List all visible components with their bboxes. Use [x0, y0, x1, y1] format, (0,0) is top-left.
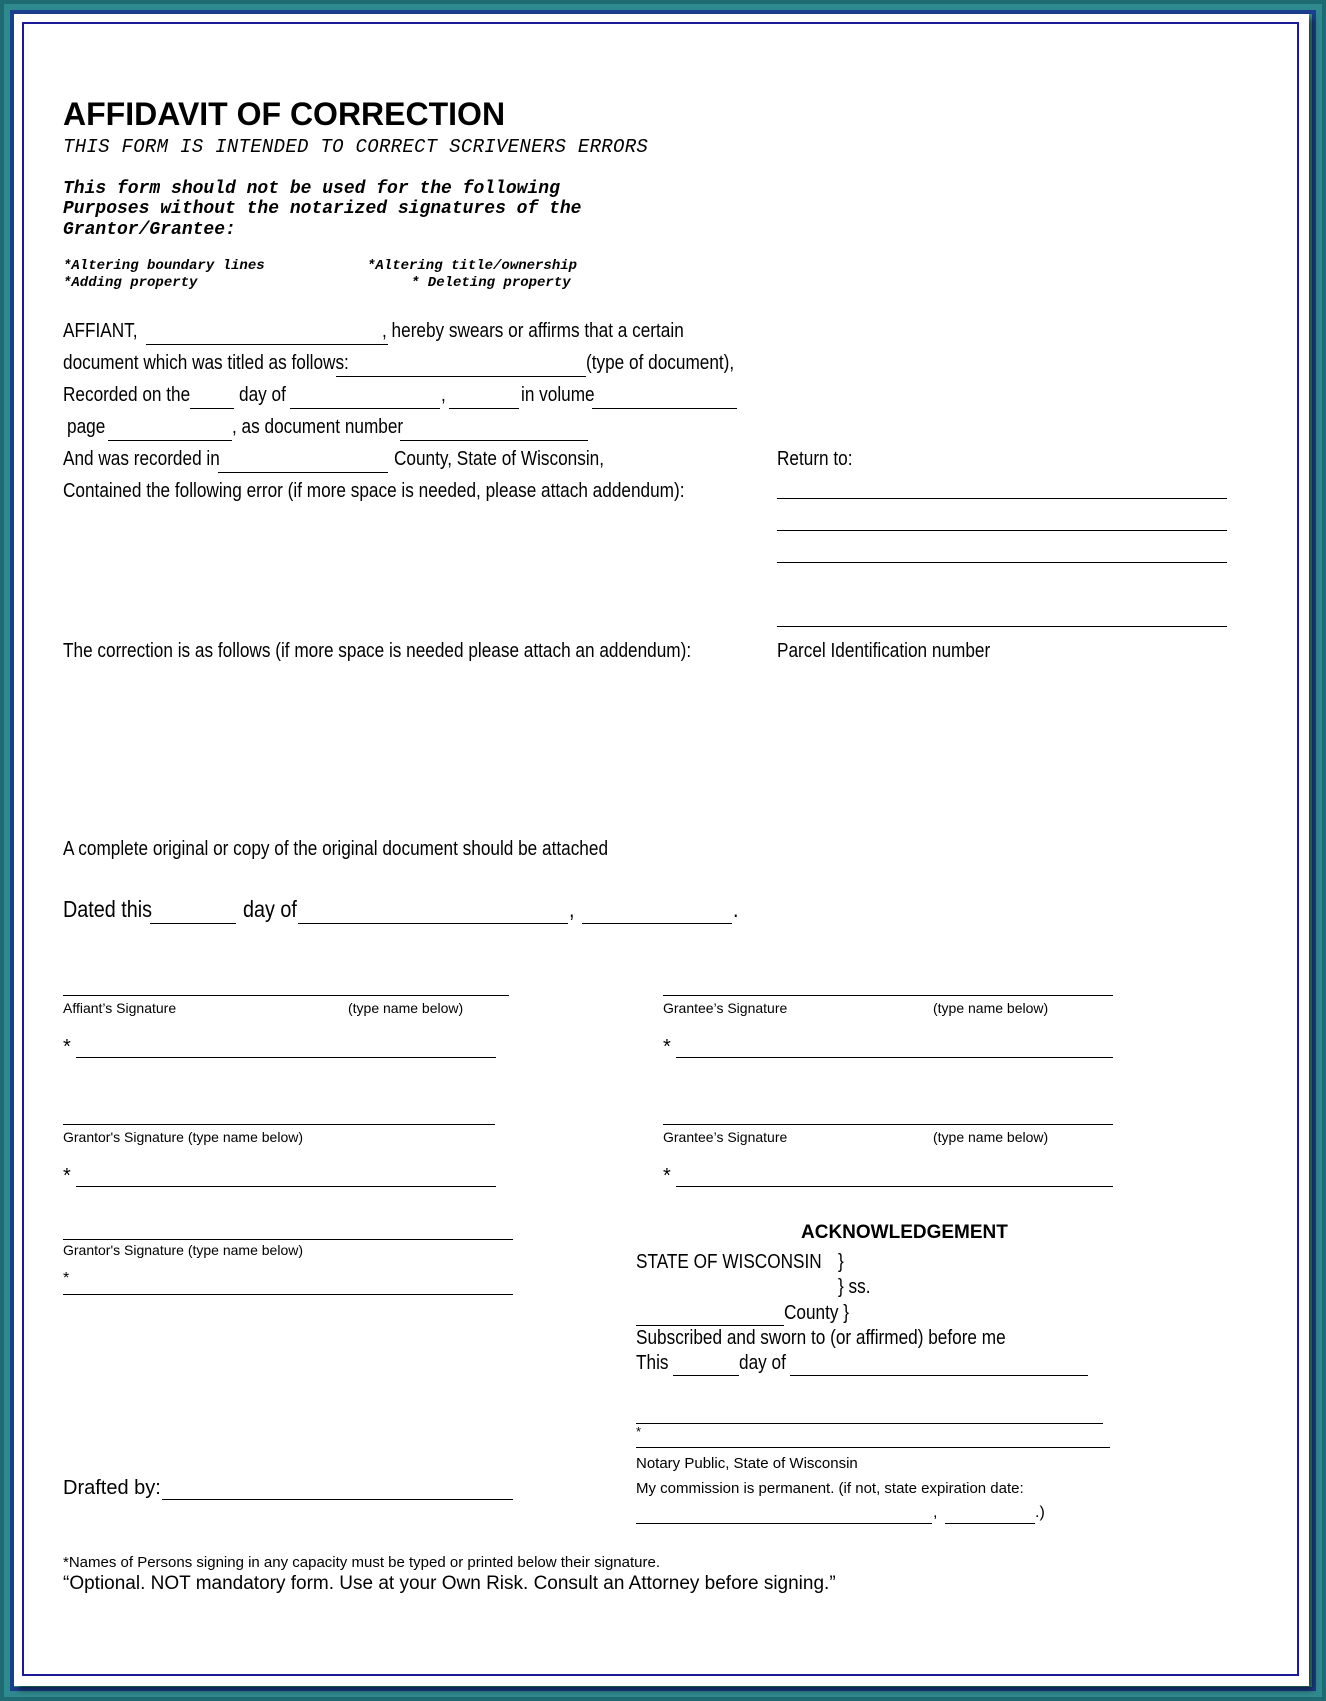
grantor-typed-name-line-1[interactable] [76, 1186, 496, 1187]
dated-month-field[interactable] [298, 923, 568, 924]
ack-subscribed-text: Subscribed and sworn to (or affirmed) before me [636, 1327, 1006, 1349]
names-note: *Names of Persons signing in any capacity must be typed or printed below their signature. [63, 1554, 660, 1571]
grantor-name-star-2: * [63, 1270, 70, 1287]
volume-field[interactable] [592, 408, 737, 409]
form-subtitle: THIS FORM IS INTENDED TO CORRECT SCRIVENERS ERRORS [63, 136, 649, 158]
notary-signature-line[interactable] [636, 1423, 1103, 1424]
county-state-label: County, State of Wisconsin, [394, 448, 605, 470]
grantee-name-star-2: * [663, 1165, 671, 1187]
purpose-altering-title: *Altering title/ownership [367, 258, 578, 274]
disclaimer: “Optional. NOT mandatory form. Use at your Own Risk. Consult an Attorney before signing.” [63, 1573, 836, 1594]
ack-ss-label: } ss. [838, 1276, 871, 1298]
page-label: page [67, 416, 106, 438]
doc-titled-label: document which was titled as follows: [63, 352, 349, 374]
affiant-typed-name-line[interactable] [76, 1057, 496, 1058]
form-title: AFFIDAVIT OF CORRECTION [63, 96, 506, 132]
page-field[interactable] [108, 440, 232, 441]
purpose-adding-property: *Adding property [63, 275, 198, 291]
return-to-label: Return to: [777, 448, 853, 470]
ack-day-field[interactable] [673, 1375, 739, 1376]
grantor-signature-line-1[interactable] [63, 1124, 495, 1125]
dated-period: . [733, 896, 739, 922]
grantor-signature-label-1: Grantor's Signature (type name below) [63, 1129, 304, 1145]
county-field[interactable] [218, 472, 388, 473]
affiant-name-star: * [63, 1036, 71, 1058]
purpose-deleting-property: * Deleting property [411, 275, 571, 291]
grantee-name-star-1: * [663, 1036, 671, 1058]
in-volume-label: in volume [521, 384, 595, 406]
grantor-signature-line-2[interactable] [63, 1239, 513, 1240]
notary-typed-name-line[interactable] [636, 1447, 1110, 1448]
affiant-signature-label: Affiant’s Signature [63, 1000, 177, 1016]
form-page [14, 14, 1309, 1686]
warning-line-1: This form should not be used for the following [63, 179, 560, 199]
parcel-id-field[interactable] [777, 626, 1227, 627]
dated-day-of: day of [243, 896, 297, 922]
dated-day-field[interactable] [150, 923, 236, 924]
doc-title-field[interactable] [336, 376, 586, 377]
affiant-suffix: , hereby swears or affirms that a certain [382, 320, 684, 342]
notary-title: Notary Public, State of Wisconsin [636, 1455, 858, 1472]
grantee-typed-name-line-1[interactable] [676, 1057, 1113, 1058]
grantee-signature-line-2[interactable] [663, 1124, 1113, 1125]
purpose-altering-boundary: *Altering boundary lines [63, 258, 265, 274]
grantee-signature-label-2: Grantee’s Signature [663, 1129, 788, 1145]
grantor-signature-label-2: Grantor's Signature (type name below) [63, 1242, 304, 1258]
recorded-day-of-label: day of [239, 384, 286, 406]
warning-line-3: Grantor/Grantee: [63, 220, 236, 240]
affiant-name-field[interactable] [146, 344, 388, 345]
commission-year-field[interactable] [945, 1523, 1035, 1524]
dated-comma: , [569, 896, 575, 922]
attach-note: A complete original or copy of the original document should be attached [63, 838, 609, 860]
dated-year-field[interactable] [582, 923, 732, 924]
grantee-type-name-label-2: (type name below) [933, 1129, 1049, 1145]
acknowledgement-heading: ACKNOWLEDGEMENT [801, 1222, 1008, 1243]
ack-this-label: This [636, 1352, 669, 1374]
recorded-year-field[interactable] [449, 408, 519, 409]
drafted-by-field[interactable] [162, 1499, 513, 1500]
affiant-prefix: AFFIANT, [63, 320, 138, 342]
error-label: Contained the following error (if more space is needed, please attach addendum): [63, 480, 685, 502]
commission-close: .) [1035, 1504, 1045, 1521]
recorded-comma: , [441, 384, 446, 406]
correction-label: The correction is as follows (if more space is needed please attach an addendum): [63, 640, 692, 662]
recorded-in-label: And was recorded in [63, 448, 220, 470]
doc-number-field[interactable] [400, 440, 588, 441]
ack-county-label: County } [784, 1302, 850, 1324]
grantee-signature-line-1[interactable] [663, 995, 1113, 996]
grantee-typed-name-line-2[interactable] [676, 1186, 1113, 1187]
ack-state-brace: } [838, 1251, 844, 1273]
grantor-typed-name-line-2[interactable] [63, 1294, 513, 1295]
grantee-type-name-label-1: (type name below) [933, 1000, 1049, 1016]
notary-name-star: * [636, 1424, 642, 1439]
parcel-id-label: Parcel Identification number [777, 640, 991, 662]
recorded-day-field[interactable] [190, 408, 234, 409]
doc-number-label: , as document number [232, 416, 404, 438]
grantor-name-star-1: * [63, 1165, 71, 1187]
commission-text: My commission is permanent. (if not, state expiration date: [636, 1480, 1024, 1497]
commission-comma: , [933, 1504, 938, 1521]
warning-line-2: Purposes without the notarized signatures of the [63, 199, 582, 219]
ack-state-label: STATE OF WISCONSIN [636, 1251, 822, 1273]
return-to-line-3[interactable] [777, 562, 1227, 563]
dated-prefix: Dated this [63, 896, 153, 922]
grantee-signature-label-1: Grantee’s Signature [663, 1000, 788, 1016]
ack-county-field[interactable] [636, 1325, 784, 1326]
affiant-type-name-label: (type name below) [348, 1000, 464, 1016]
drafted-by-label: Drafted by: [63, 1477, 161, 1499]
return-to-line-1[interactable] [777, 498, 1227, 499]
type-of-doc-label: (type of document), [586, 352, 735, 374]
recorded-month-field[interactable] [290, 408, 440, 409]
ack-month-year-field[interactable] [790, 1375, 1088, 1376]
commission-date-field[interactable] [636, 1523, 932, 1524]
affiant-signature-line[interactable] [63, 995, 509, 996]
recorded-on-label: Recorded on the [63, 384, 191, 406]
return-to-line-2[interactable] [777, 530, 1227, 531]
ack-day-of-label: day of [739, 1352, 786, 1374]
